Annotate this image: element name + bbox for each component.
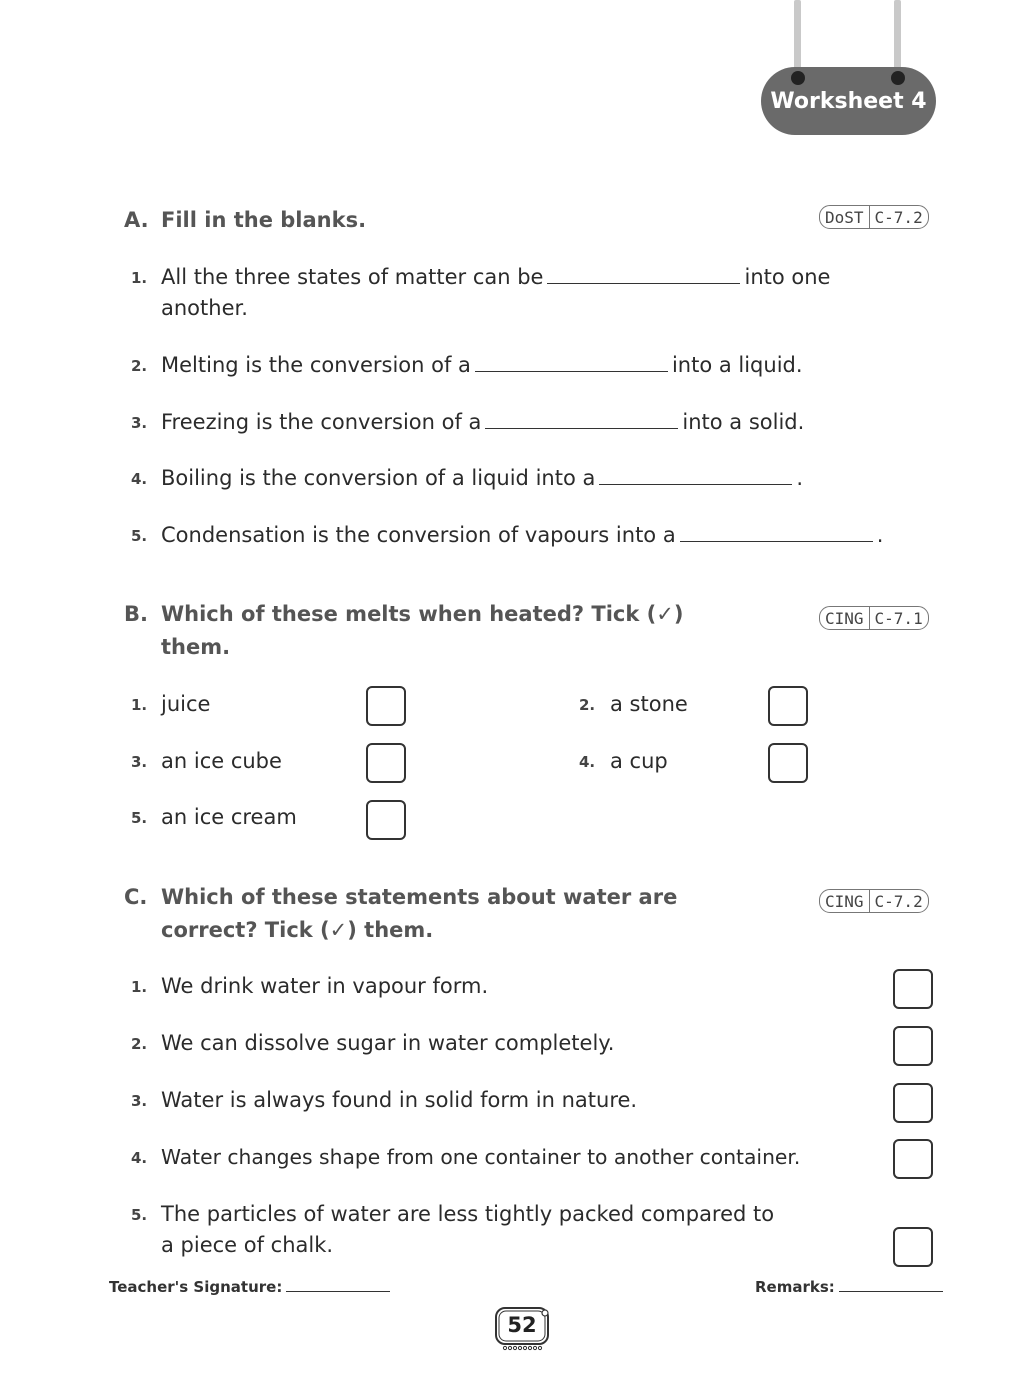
item-number: 4.	[131, 1149, 148, 1167]
answer-blank[interactable]	[599, 466, 792, 485]
tick-box[interactable]	[366, 743, 406, 783]
melt-item-label: a cup	[610, 749, 668, 773]
section-c-tag	[819, 889, 929, 913]
item-number: 3.	[131, 414, 148, 432]
item-number: 2.	[579, 696, 596, 714]
tick-box[interactable]	[893, 969, 933, 1009]
worksheet-badge: Worksheet 4	[761, 67, 936, 135]
item-number: 5.	[131, 1206, 148, 1224]
remarks: Remarks:	[755, 1278, 943, 1296]
tick-box[interactable]	[893, 1227, 933, 1267]
tag-code: DoST	[825, 207, 864, 227]
tick-box[interactable]	[366, 800, 406, 840]
item-number: 3.	[131, 753, 148, 771]
section-b-letter: B.	[124, 602, 148, 626]
fill-item-2: Melting is the conversion of a into a liquid.	[161, 353, 803, 377]
statement-text: We can dissolve sugar in water completely.	[161, 1031, 615, 1055]
section-c-letter: C.	[124, 885, 148, 909]
tag-code: CING	[825, 608, 864, 628]
tick-box[interactable]	[893, 1026, 933, 1066]
section-b-tag	[819, 606, 929, 630]
tag-ref: C-7.2	[869, 206, 928, 228]
item-number: 1.	[131, 696, 148, 714]
tag-ref: C-7.1	[869, 607, 928, 629]
item-number: 3.	[131, 1092, 148, 1110]
statement-text: We drink water in vapour form.	[161, 974, 489, 998]
section-b-title: Which of these melts when heated? Tick (✓) them.	[161, 602, 684, 659]
fill-item-4: Boiling is the conversion of a liquid into a .	[161, 466, 804, 490]
fill-item-5: Condensation is the conversion of vapours into a .	[161, 523, 884, 547]
section-a-letter: A.	[124, 208, 149, 232]
statement-text: Water changes shape from one container to another container.	[161, 1145, 801, 1169]
tick-box[interactable]	[768, 743, 808, 783]
melt-item-label: an ice cream	[161, 805, 297, 829]
badge-ring-left	[791, 71, 805, 85]
melt-item-label: an ice cube	[161, 749, 282, 773]
melt-item-label: juice	[161, 692, 211, 716]
tag-ref: C-7.2	[869, 890, 928, 912]
tick-box[interactable]	[366, 686, 406, 726]
section-a-title: Fill in the blanks.	[161, 208, 367, 232]
item-number: 5.	[131, 527, 148, 545]
answer-blank[interactable]	[485, 410, 678, 429]
tick-box[interactable]	[893, 1139, 933, 1179]
badge-ring-right	[891, 71, 905, 85]
section-a-tag	[819, 205, 929, 229]
fill-item-3: Freezing is the conversion of a into a solid.	[161, 410, 805, 434]
answer-blank[interactable]	[547, 265, 740, 284]
remarks-line[interactable]	[839, 1291, 943, 1292]
item-number: 5.	[131, 809, 148, 827]
statement-text: Water is always found in solid form in nature.	[161, 1088, 638, 1112]
answer-blank[interactable]	[475, 353, 668, 372]
item-number: 2.	[131, 357, 148, 375]
section-c-title: Which of these statements about water are correct? Tick (✓) them.	[161, 885, 678, 942]
answer-blank[interactable]	[680, 523, 873, 542]
tag-code: CING	[825, 891, 864, 911]
item-number: 2.	[131, 1035, 148, 1053]
fill-item-1: All the three states of matter can be into one another.	[161, 265, 831, 320]
tick-box[interactable]	[768, 686, 808, 726]
page-number-badge	[493, 1305, 551, 1353]
item-number: 4.	[131, 470, 148, 488]
teacher-signature: Teacher's Signature:	[109, 1278, 390, 1296]
item-number: 4.	[579, 753, 596, 771]
signature-line[interactable]	[286, 1291, 390, 1292]
page-number: 52	[507, 1313, 537, 1337]
item-number: 1.	[131, 978, 148, 996]
statement-text: The particles of water are less tightly packed compared to a piece of chalk.	[161, 1202, 775, 1257]
item-number: 1.	[131, 269, 148, 287]
tick-box[interactable]	[893, 1083, 933, 1123]
melt-item-label: a stone	[610, 692, 688, 716]
